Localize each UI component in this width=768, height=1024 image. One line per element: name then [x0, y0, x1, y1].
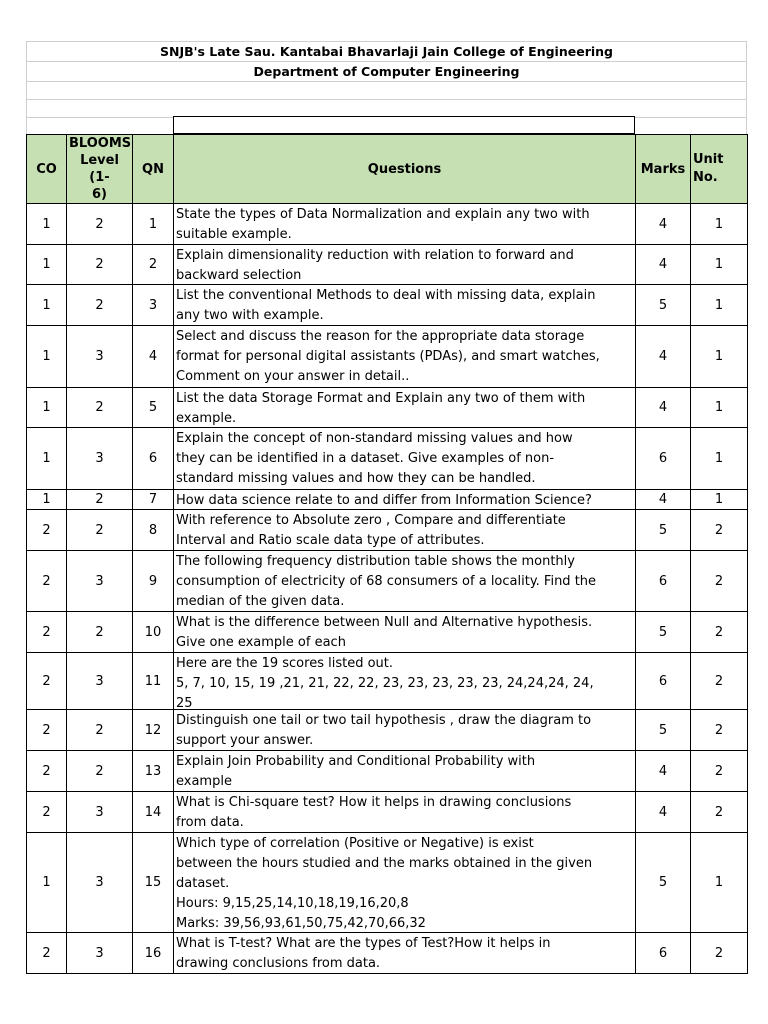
unit-header: [691, 135, 748, 204]
question-cell: [174, 285, 636, 326]
question-cell: [174, 612, 636, 653]
co-cell: 1: [27, 428, 67, 490]
question-line: Explain the concept of non-standard missing values and how: [176, 430, 573, 446]
question-line: State the types of Data Normalization and explain any two with: [176, 206, 590, 222]
table-row: [27, 551, 748, 612]
question-line: example.: [176, 410, 237, 426]
qn-cell: 13: [133, 751, 174, 792]
table-row: [27, 388, 748, 428]
table-row: [27, 612, 748, 653]
table-row: [27, 285, 748, 326]
question-line: Comment on your answer in detail..: [176, 368, 410, 384]
blooms-cell: 3: [67, 792, 133, 833]
co-cell: 2: [27, 510, 67, 551]
unit-header-line: Unit: [693, 152, 724, 167]
question-line: Interval and Ratio scale data type of attributes.: [176, 532, 485, 548]
question-line: Explain Join Probability and Conditional Probability with: [176, 753, 536, 769]
question-line: median of the given data.: [176, 593, 345, 609]
unit-cell: 1: [691, 833, 748, 933]
blooms-cell: 2: [67, 204, 133, 245]
marks-cell: 4: [636, 792, 691, 833]
table-row: [27, 751, 748, 792]
qn-cell: 16: [133, 933, 174, 974]
question-line: Distinguish one tail or two tail hypothesis , draw the diagram to: [176, 712, 592, 728]
question-cell: [174, 204, 636, 245]
table-row: [27, 933, 748, 974]
question-line: 5, 7, 10, 15, 19 ,21, 21, 22, 22, 23, 23, 23, 23, 23, 24,24,24, 24,: [176, 675, 594, 691]
blooms-cell: 3: [67, 833, 133, 933]
co-cell: 2: [27, 551, 67, 612]
table-row: [27, 245, 748, 285]
marks-cell: 5: [636, 710, 691, 751]
question-line: standard missing values and how they can be handled.: [176, 470, 536, 486]
blooms-cell: 2: [67, 285, 133, 326]
marks-cell: 4: [636, 751, 691, 792]
question-table: [26, 134, 748, 974]
blooms-cell: 2: [67, 710, 133, 751]
marks-cell: 4: [636, 204, 691, 245]
blooms-header: [67, 135, 133, 204]
question-cell: [174, 490, 636, 510]
blank-row: [26, 81, 747, 99]
blooms-cell: 2: [67, 612, 133, 653]
co-cell: 2: [27, 792, 67, 833]
marks-cell: 5: [636, 285, 691, 326]
co-cell: 1: [27, 326, 67, 388]
qn-cell: 6: [133, 428, 174, 490]
question-line: What is the difference between Null and Alternative hypothesis.: [176, 614, 593, 630]
question-cell: [174, 653, 636, 710]
marks-cell: 6: [636, 428, 691, 490]
question-line: 25: [176, 695, 193, 709]
blooms-cell: 2: [67, 490, 133, 510]
co-cell: 2: [27, 751, 67, 792]
unit-cell: 1: [691, 245, 748, 285]
question-line: suitable example.: [176, 226, 292, 242]
question-line: Hours: 9,15,25,14,10,18,19,16,20,8: [176, 895, 409, 911]
question-line: List the conventional Methods to deal with missing data, explain: [176, 287, 596, 303]
co-cell: 1: [27, 833, 67, 933]
co-cell: 1: [27, 388, 67, 428]
qn-cell: 10: [133, 612, 174, 653]
blooms-cell: 2: [67, 510, 133, 551]
marks-cell: 5: [636, 612, 691, 653]
table-row: [27, 833, 748, 933]
question-cell: [174, 833, 636, 933]
question-cell: [174, 245, 636, 285]
marks-cell: 5: [636, 510, 691, 551]
question-line: consumption of electricity of 68 consumers of a locality. Find the: [176, 573, 597, 589]
marks-header: Marks: [636, 135, 691, 204]
question-line: Explain dimensionality reduction with relation to forward and: [176, 247, 574, 263]
unit-cell: 1: [691, 204, 748, 245]
unit-cell: 1: [691, 490, 748, 510]
co-cell: 2: [27, 710, 67, 751]
blank-row: [26, 99, 747, 117]
question-cell: [174, 326, 636, 388]
blooms-cell: 3: [67, 551, 133, 612]
unit-header-line: No.: [693, 170, 718, 185]
question-line: example: [176, 773, 232, 789]
table-row: [27, 710, 748, 751]
marks-cell: 4: [636, 245, 691, 285]
unit-cell: 2: [691, 933, 748, 974]
blooms-cell: 2: [67, 751, 133, 792]
question-cell: [174, 388, 636, 428]
questions-top-box: [173, 116, 635, 134]
blooms-cell: 3: [67, 326, 133, 388]
table-row: [27, 326, 748, 388]
co-cell: 2: [27, 612, 67, 653]
question-line: Give one example of each: [176, 634, 346, 650]
question-line: With reference to Absolute zero , Compare and differentiate: [176, 512, 566, 528]
unit-cell: 2: [691, 710, 748, 751]
question-line: Which type of correlation (Positive or Negative) is exist: [176, 835, 534, 851]
question-line: format for personal digital assistants (PDAs), and smart watches,: [176, 348, 600, 364]
question-cell: [174, 933, 636, 974]
question-line: support your answer.: [176, 732, 314, 748]
unit-cell: 2: [691, 653, 748, 710]
qn-cell: 8: [133, 510, 174, 551]
question-table-body: [27, 204, 748, 974]
blooms-cell: 2: [67, 388, 133, 428]
co-header: CO: [27, 135, 67, 204]
co-cell: 1: [27, 490, 67, 510]
qn-cell: 14: [133, 792, 174, 833]
marks-cell: 5: [636, 833, 691, 933]
question-cell: [174, 710, 636, 751]
qn-cell: 2: [133, 245, 174, 285]
qn-cell: 3: [133, 285, 174, 326]
table-row: [27, 653, 748, 710]
unit-cell: 2: [691, 792, 748, 833]
question-cell: [174, 510, 636, 551]
unit-cell: 2: [691, 612, 748, 653]
co-cell: 1: [27, 285, 67, 326]
question-line: between the hours studied and the marks obtained in the given: [176, 855, 593, 871]
marks-cell: 4: [636, 388, 691, 428]
unit-cell: 2: [691, 751, 748, 792]
department-name: Department of Computer Engineering: [26, 61, 747, 81]
blooms-cell: 3: [67, 428, 133, 490]
co-cell: 1: [27, 245, 67, 285]
table-row: [27, 490, 748, 510]
table-row: [27, 792, 748, 833]
question-line: dataset.: [176, 875, 230, 891]
co-cell: 1: [27, 204, 67, 245]
marks-cell: 6: [636, 551, 691, 612]
question-line: from data.: [176, 814, 244, 830]
unit-cell: 2: [691, 551, 748, 612]
college-name: SNJB's Late Sau. Kantabai Bhavarlaji Jain College of Engineering: [26, 41, 747, 61]
question-line: Marks: 39,56,93,61,50,75,42,70,66,32: [176, 915, 426, 931]
question-line: Select and discuss the reason for the appropriate data storage: [176, 328, 585, 344]
unit-cell: 1: [691, 326, 748, 388]
question-line: any two with example.: [176, 307, 324, 323]
qn-cell: 15: [133, 833, 174, 933]
questions-header: Questions: [174, 135, 636, 204]
blooms-cell: 3: [67, 653, 133, 710]
question-line: What is T-test? What are the types of Test?How it helps in: [176, 935, 551, 951]
unit-cell: 2: [691, 510, 748, 551]
table-row: [27, 204, 748, 245]
question-line: backward selection: [176, 267, 302, 283]
co-cell: 2: [27, 653, 67, 710]
qn-cell: 4: [133, 326, 174, 388]
co-cell: 2: [27, 933, 67, 974]
qn-header: QN: [133, 135, 174, 204]
question-cell: [174, 751, 636, 792]
table-header-row: [27, 135, 748, 204]
marks-cell: 4: [636, 326, 691, 388]
qn-cell: 11: [133, 653, 174, 710]
table-row: [27, 428, 748, 490]
unit-cell: 1: [691, 428, 748, 490]
question-line: they can be identified in a dataset. Give examples of non-: [176, 450, 555, 466]
question-line: drawing conclusions from data.: [176, 955, 381, 971]
question-line: The following frequency distribution table shows the monthly: [176, 553, 575, 569]
question-cell: [174, 428, 636, 490]
table-row: [27, 510, 748, 551]
blooms-cell: 2: [67, 245, 133, 285]
blooms-cell: 3: [67, 933, 133, 974]
question-line: Here are the 19 scores listed out.: [176, 655, 393, 671]
marks-cell: 6: [636, 653, 691, 710]
question-cell: [174, 792, 636, 833]
question-line: List the data Storage Format and Explain any two of them with: [176, 390, 586, 406]
question-line: What is Chi-square test? How it helps in drawing conclusions: [176, 794, 572, 810]
marks-cell: 4: [636, 490, 691, 510]
marks-cell: 6: [636, 933, 691, 974]
question-cell: [174, 551, 636, 612]
qn-cell: 7: [133, 490, 174, 510]
qn-cell: 12: [133, 710, 174, 751]
blooms-header-line: BLOOMS: [69, 136, 132, 151]
qn-cell: 5: [133, 388, 174, 428]
question-line: How data science relate to and differ from Information Science?: [176, 492, 592, 508]
unit-cell: 1: [691, 388, 748, 428]
blooms-header-line: Level (1-: [80, 153, 119, 185]
qn-cell: 1: [133, 204, 174, 245]
blooms-header-line: 6): [92, 187, 107, 202]
qn-cell: 9: [133, 551, 174, 612]
unit-cell: 1: [691, 285, 748, 326]
